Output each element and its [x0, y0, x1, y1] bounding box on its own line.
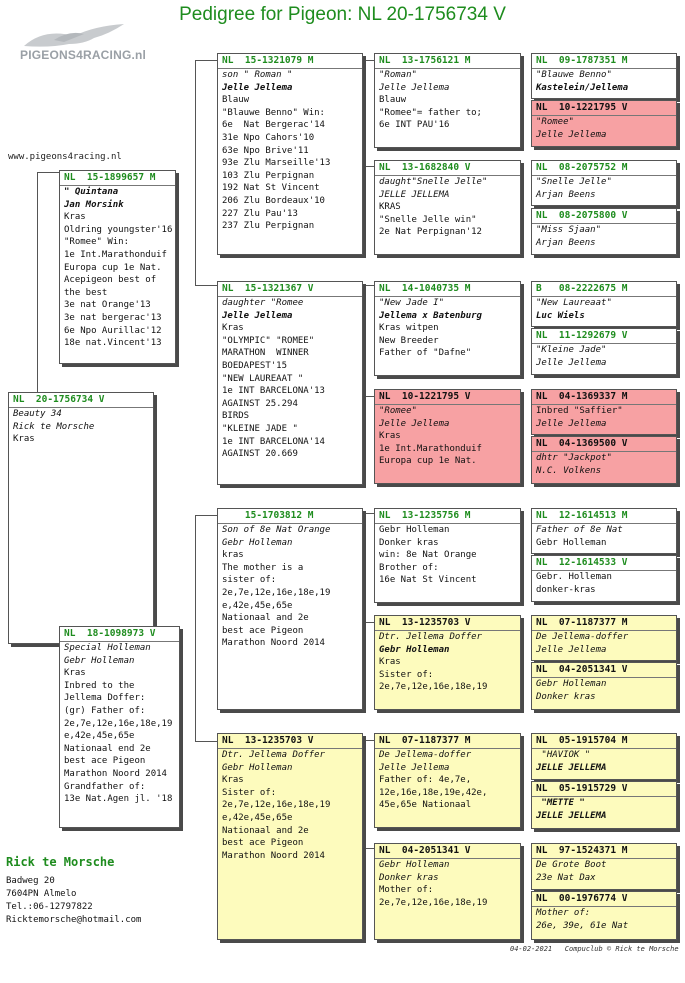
pedigree-line: (gr) Father of:	[64, 705, 146, 716]
connector-line	[195, 60, 218, 286]
ring-number: NL 18-1098973 V	[60, 627, 179, 642]
gen4-card[interactable]	[531, 615, 677, 661]
pedigree-line: 26e, 39e, 61e Nat	[536, 920, 629, 931]
pedigree-line: "Blauwe Benno"	[536, 70, 612, 80]
pedigree-line: 13e Nat.Agen jl. '18	[64, 794, 173, 805]
pedigree-line: 6e Npo Aurillac'12	[64, 325, 162, 336]
pedigree-line: e,42e,45e,65e	[64, 731, 135, 742]
pedigree-line: Father of 8e Nat	[536, 525, 623, 535]
pedigree-line: "Snelle Jelle win"	[379, 214, 477, 225]
pedigree-line: De Grote Boot	[536, 860, 607, 870]
pedigree-line: Dtr. Jellema Doffer	[222, 750, 325, 760]
gen4-card[interactable]	[531, 160, 677, 206]
pedigree-line: Kras	[379, 657, 401, 668]
ring-number: NL 00-1976774 V	[532, 892, 676, 907]
pedigree-line: Acepigeon best of	[64, 275, 157, 286]
ring-number: NL 15-1899657 M	[60, 171, 175, 186]
pedigree-line: "Romee"= father to;	[379, 107, 482, 118]
pedigree-line: 12e,16e,18e,19e,42e,	[379, 787, 488, 798]
pedigree-line: JELLE JELLEMA	[379, 189, 450, 200]
pedigree-line: Gebr Holleman	[64, 655, 135, 666]
pedigree-line: Donker kras	[379, 872, 439, 883]
pedigree-line: e,42e,45e,65e	[222, 600, 293, 611]
gen4-card[interactable]	[531, 843, 677, 890]
owner-email[interactable]: Ricktemorsche@hotmail.com	[6, 915, 142, 925]
pedigree-line: Sister of:	[222, 787, 277, 798]
owner-block	[6, 855, 141, 927]
pedigree-line: Gebr Holleman	[536, 537, 607, 548]
ring-number: NL 05-1915704 M	[532, 734, 676, 749]
pigeons4racing-logo	[14, 22, 147, 72]
pedigree-line: Sister of:	[379, 669, 434, 680]
pedigree-line: Arjan Beens	[536, 189, 596, 200]
pedigree-line: donker-kras	[536, 584, 596, 595]
subject-card[interactable]	[8, 392, 154, 644]
gen4-card[interactable]	[531, 389, 677, 435]
logo-text: PIGEONS4RACING.nl	[20, 48, 147, 62]
pedigree-line: Gebr. Holleman	[536, 572, 612, 582]
pedigree-line: the best	[64, 287, 108, 298]
gen4-card[interactable]	[531, 53, 677, 99]
pedigree-line: Oldring youngster'16	[64, 224, 173, 235]
ring-number: NL 08-2075752 M	[532, 161, 676, 176]
gen4-card[interactable]	[531, 281, 677, 327]
pedigree-line: best ace Pigeon	[64, 756, 146, 767]
pedigree-line: New Breeder	[379, 335, 439, 346]
pedigree-line: Jan Morsink	[64, 199, 124, 210]
pedigree-line: 103 Zlu Perpignan	[222, 170, 315, 181]
pedigree-line: daught"Snelle Jelle"	[379, 177, 488, 187]
pedigree-line: Jelle Jellema	[536, 418, 607, 429]
pedigree-line: sister of:	[222, 575, 277, 586]
dam-dam-dam-card[interactable]	[374, 843, 521, 940]
pedigree-line: Jelle Jellema	[379, 418, 450, 429]
pedigree-line: " Quintana	[64, 187, 119, 197]
pedigree-line: Jelle Jellema	[536, 644, 607, 655]
connector-line	[195, 515, 218, 742]
pedigree-line: Brother of:	[379, 562, 439, 573]
ring-number: NL 07-1187377 M	[375, 734, 520, 749]
pedigree-line: Blauw	[222, 95, 250, 106]
ring-number: NL 10-1221795 V	[375, 390, 520, 405]
sire-card[interactable]	[59, 170, 176, 364]
ring-number: NL 14-1040735 M	[375, 282, 520, 297]
pedigree-line: Jellema Doffer:	[64, 693, 146, 704]
pedigree-line: Jelle Jellema	[536, 357, 607, 368]
ring-number: NL 09-1787351 M	[532, 54, 676, 69]
pedigree-line: kras	[222, 550, 244, 561]
ring-number: NL 13-1235756 M	[375, 509, 520, 524]
gen4-card[interactable]	[531, 781, 677, 829]
pedigree-line: "Kleine Jade"	[536, 345, 607, 355]
ring-number: NL 12-1614533 V	[532, 556, 676, 571]
ring-number: 15-1703812 M	[218, 509, 362, 524]
gen4-card[interactable]	[531, 328, 677, 375]
pedigree-line: 16e Nat St Vincent	[379, 575, 477, 586]
pedigree-line: "Roman"	[379, 70, 417, 80]
pedigree-line: "New Jade I"	[379, 298, 445, 308]
pedigree-line: 3e nat bergerac'13	[64, 312, 162, 323]
pedigree-line: e,42e,45e,65e	[222, 812, 293, 823]
footer-credit: 04-02-2021 Compuclub © Rick te Morsche	[510, 945, 679, 953]
pedigree-line: JELLE JELLEMA	[536, 810, 607, 821]
pedigree-line: Gebr Holleman	[379, 525, 450, 535]
pedigree-line: 2e,7e,12e,16e,18e,19	[379, 897, 488, 908]
pedigree-line: 2e Nat Perpignan'12	[379, 227, 482, 238]
pedigree-line: Father of "Dafne"	[379, 348, 472, 359]
pedigree-line: "Blauwe Benno" Win:	[222, 107, 325, 118]
ring-number: NL 13-1235703 V	[375, 616, 520, 631]
pedigree-line: De Jellema-doffer	[536, 632, 629, 642]
gen4-card[interactable]	[531, 733, 677, 780]
pedigree-line: N.C. Volkens	[536, 465, 602, 476]
pedigree-line: "Romee" Win:	[64, 237, 130, 248]
dam-dam-sire-card[interactable]	[374, 733, 521, 828]
pedigree-line: best ace Pigeon	[222, 625, 304, 636]
owner-address: Badweg 20	[6, 876, 55, 886]
pedigree-line: Jelle Jellema	[222, 310, 293, 321]
ring-number: NL 20-1756734 V	[9, 393, 153, 408]
pedigree-line: "New Laureaat"	[536, 298, 612, 308]
pedigree-line: Mother of:	[536, 908, 591, 918]
pedigree-line: Grandfather of:	[64, 781, 146, 792]
pedigree-line: Arjan Beens	[536, 237, 596, 248]
pedigree-line: BOEDAPEST'15	[222, 360, 288, 371]
owner-name: Rick te Morsche	[6, 855, 115, 869]
pedigree-line: 6e INT PAU'16	[379, 120, 450, 131]
pedigree-line: Jellema x Batenburg	[379, 310, 482, 321]
pedigree-line: AGAINST 25.294	[222, 398, 298, 409]
gen4-card[interactable]	[531, 100, 677, 147]
ring-number: NL 10-1221795 V	[532, 101, 676, 116]
gen4-card[interactable]	[531, 436, 677, 484]
ring-number: NL 04-1369500 V	[532, 437, 676, 452]
pedigree-line: Jelle Jellema	[536, 129, 607, 140]
pedigree-line: Gebr Holleman	[536, 679, 607, 689]
pedigree-line: 1e INT BARCELONA'13	[222, 386, 325, 397]
pedigree-line: 1e Int.Marathonduif	[64, 249, 167, 260]
pedigree-line: JELLE JELLEMA	[536, 762, 607, 773]
pedigree-line: daughter "Romee	[222, 298, 304, 308]
pedigree-line: Marathon Noord 2014	[222, 638, 325, 649]
pedigree-line: 2e,7e,12e,16e,18e,19	[379, 682, 488, 693]
pedigree-line: Kras	[222, 775, 244, 786]
pedigree-line: AGAINST 20.669	[222, 449, 298, 460]
pedigree-line: Nationaal and 2e	[222, 825, 309, 836]
sire-sire-sire-card[interactable]	[374, 53, 521, 148]
pedigree-line: Europa cup 1e Nat.	[64, 262, 162, 273]
pedigree-line: Jelle Jellema	[379, 82, 450, 93]
pedigree-line: The mother is a	[222, 562, 304, 573]
pedigree-line: 2e,7e,12e,16e,18e,19	[222, 800, 331, 811]
pedigree-line: 93e Zlu Marseille'13	[222, 158, 331, 169]
pedigree-line: "OLYMPIC" "ROMEE"	[222, 335, 315, 346]
pedigree-line: 2e,7e,12e,16e,18e,19	[64, 718, 173, 729]
pedigree-line: Nationaal end 2e	[64, 743, 151, 754]
pedigree-line: Kras	[64, 212, 86, 223]
pedigree-line: Marathon Noord 2014	[222, 850, 325, 861]
pedigree-line: Marathon Noord 2014	[64, 768, 167, 779]
pedigree-line: 1e Int.Marathonduif	[379, 443, 482, 454]
pedigree-line: KRAS	[379, 202, 401, 213]
pedigree-line: Kras	[13, 434, 35, 445]
pedigree-line: 1e INT BARCELONA'14	[222, 436, 325, 447]
pedigree-line: "Snelle Jelle"	[536, 177, 612, 187]
ring-number: NL 12-1614513 M	[532, 509, 676, 524]
dam-sire-dam-card[interactable]	[374, 615, 521, 710]
gen4-card[interactable]	[531, 662, 677, 710]
ring-number: NL 15-1321079 M	[218, 54, 362, 69]
pedigree-line: Gebr Holleman	[222, 537, 293, 548]
ring-number: NL 13-1682840 V	[375, 161, 520, 176]
ring-number: NL 05-1915729 V	[532, 782, 676, 797]
pedigree-line: Blauw	[379, 95, 407, 106]
pedigree-line: "HAVIOK "	[536, 750, 591, 760]
pedigree-line: win: 8e Nat Orange	[379, 550, 477, 561]
pedigree-line: Son of 8e Nat Orange	[222, 525, 331, 535]
pedigree-line: Kras	[379, 431, 401, 442]
ring-number: NL 04-2051341 V	[532, 663, 676, 678]
dam-sire-sire-card[interactable]	[374, 508, 521, 603]
pedigree-line: Gebr Holleman	[379, 860, 450, 870]
gen4-card[interactable]	[531, 508, 677, 554]
pedigree-line: 2e,7e,12e,16e,18e,19	[222, 587, 331, 598]
website-link[interactable]: www.pigeons4racing.nl	[8, 152, 122, 162]
pedigree-line: "NEW LAUREAAT "	[222, 373, 304, 384]
pedigree-line: 45e,65e Nationaal	[379, 800, 472, 811]
pedigree-line: "Romee"	[536, 117, 574, 127]
pedigree-line: "METTE "	[536, 798, 585, 808]
pedigree-line: Kras witpen	[379, 323, 439, 334]
ring-number: NL 97-1524371 M	[532, 844, 676, 859]
ring-number: NL 04-2051341 V	[375, 844, 520, 859]
page-title: Pedigree for Pigeon: NL 20-1756734 V	[179, 4, 506, 25]
pedigree-line: "Miss Sjaan"	[536, 225, 602, 235]
owner-phone: Tel.:06-12797822	[6, 902, 93, 912]
sire-dam-sire-card[interactable]	[374, 281, 521, 376]
gen4-card[interactable]	[531, 555, 677, 602]
pedigree-line: 31e Npo Cahors'10	[222, 132, 315, 143]
pedigree-line: De Jellema-doffer	[379, 750, 472, 760]
pedigree-line: Donker kras	[536, 691, 596, 702]
pedigree-line: 6e Nat Bergerac'14	[222, 120, 325, 131]
pedigree-line: Gebr Holleman	[222, 762, 293, 773]
pedigree-line: Jelle Jellema	[379, 762, 450, 773]
connector-line	[37, 172, 60, 395]
dam-sire-card[interactable]	[217, 508, 363, 710]
ring-number: NL 15-1321367 V	[218, 282, 362, 297]
pedigree-line: Kras	[64, 668, 86, 679]
pedigree-line: Kras	[222, 323, 244, 334]
pedigree-line: Father of: 4e,7e,	[379, 775, 472, 786]
dam-card[interactable]	[59, 626, 180, 828]
pedigree-line: 206 Zlu Bordeaux'10	[222, 195, 325, 206]
pedigree-line: 192 Nat St Vincent	[222, 183, 320, 194]
pedigree-line: Europa cup 1e Nat.	[379, 456, 477, 467]
pedigree-line: Inbred to the	[64, 680, 135, 691]
ring-number: NL 04-1369337 M	[532, 390, 676, 405]
ring-number: NL 13-1756121 M	[375, 54, 520, 69]
sire-dam-dam-card[interactable]	[374, 389, 521, 484]
owner-city: 7604PN Almelo	[6, 889, 77, 899]
pedigree-line: best ace Pigeon	[222, 838, 304, 849]
ring-number: B 08-2222675 M	[532, 282, 676, 297]
ring-number: NL 11-1292679 V	[532, 329, 676, 344]
pedigree-line: "Romee"	[379, 406, 417, 416]
pedigree-line: Kastelein/Jellema	[536, 82, 629, 93]
sire-sire-dam-card[interactable]	[374, 160, 521, 255]
pedigree-line: Inbred "Saffier"	[536, 406, 623, 416]
pedigree-line: Gebr Holleman	[379, 644, 450, 655]
ring-number: NL 07-1187377 M	[532, 616, 676, 631]
pedigree-line: 3e nat Orange'13	[64, 300, 151, 311]
pedigree-line: Mother of:	[379, 885, 434, 896]
pedigree-line: BIRDS	[222, 411, 250, 422]
pedigree-line: Jelle Jellema	[222, 82, 293, 93]
pedigree-line: 18e nat.Vincent'13	[64, 338, 162, 349]
sire-dam-card[interactable]	[217, 281, 363, 485]
ring-number: NL 13-1235703 V	[218, 734, 362, 749]
pedigree-line: MARATHON WINNER	[222, 348, 309, 359]
dam-dam-card[interactable]	[217, 733, 363, 940]
pedigree-line: Luc Wiels	[536, 310, 585, 321]
pedigree-line: 63e Npo Brive'11	[222, 145, 309, 156]
pedigree-line: Donker kras	[379, 537, 439, 548]
sire-sire-card[interactable]	[217, 53, 363, 255]
pedigree-line: "KLEINE JADE "	[222, 423, 298, 434]
gen4-card[interactable]	[531, 891, 677, 940]
pedigree-line: son " Roman "	[222, 70, 293, 80]
pedigree-line: Nationaal and 2e	[222, 613, 309, 624]
pedigree-line: Special Holleman	[64, 643, 151, 653]
pedigree-line: Rick te Morsche	[13, 421, 95, 432]
pedigree-line: dhtr "Jackpot"	[536, 453, 612, 463]
ring-number: NL 08-2075800 V	[532, 209, 676, 224]
gen4-card[interactable]	[531, 208, 677, 255]
pedigree-line: Beauty 34	[13, 409, 62, 419]
pedigree-line: 237 Zlu Perpignan	[222, 221, 315, 232]
pedigree-line: Dtr. Jellema Doffer	[379, 632, 482, 642]
pedigree-line: 23e Nat Dax	[536, 872, 596, 883]
pedigree-line: 227 Zlu Pau'13	[222, 208, 298, 219]
